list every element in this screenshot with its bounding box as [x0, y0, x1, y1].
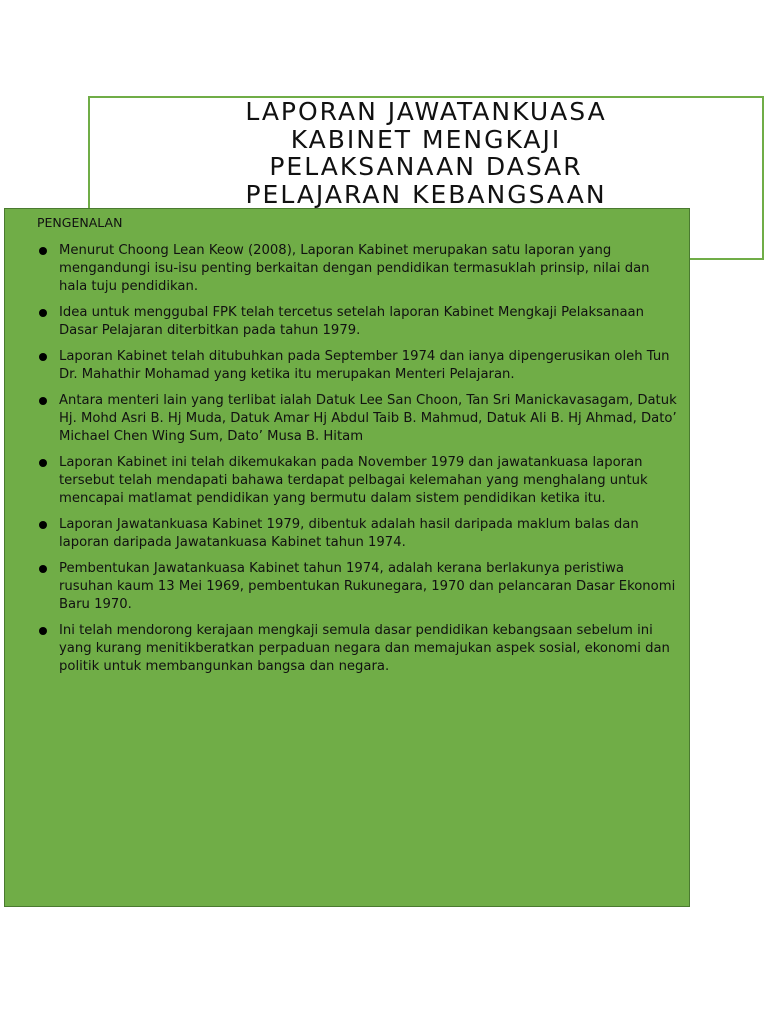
bullet-text: Laporan Kabinet ini telah dikemukakan pada November 1979 dan jawatankuasa laporan tersebut telah mendapati bahawa terdapat pelbagai kelemahan yang menghalang untuk mencapai matlamat pendidikan yang bermutu dalam sistem pendidikan ketika itu.: [59, 455, 648, 506]
bullet-item: [59, 560, 681, 614]
bullet-text: Menurut Choong Lean Keow (2008), Laporan Kabinet merupakan satu laporan yang mengandungi isu-isu penting berkaitan dengan pendidikan termasuklah prinsip, nilai dan hala tuju pendidikan.: [59, 243, 650, 294]
bullet-item: [59, 454, 681, 508]
bullet-dot-icon: [39, 627, 47, 635]
bullet-dot-icon: [39, 353, 47, 361]
bullet-text: Antara menteri lain yang terlibat ialah Datuk Lee San Choon, Tan Sri Manickavasagam, Datuk Hj. Mohd Asri B. Hj Muda, Datuk Amar Hj Abdul Taib B. Mahmud, Datuk Ali B. Hj Ahmad, Dato’ Michael Chen Wing Sum, Dato’ Musa B. Hitam: [59, 393, 677, 444]
bullet-item: [59, 348, 681, 384]
bullet-dot-icon: [39, 247, 47, 255]
bullet-text: Pembentukan Jawatankuasa Kabinet tahun 1974, adalah kerana berlakunya peristiwa rusuhan kaum 13 Mei 1969, pembentukan Rukunegara, 1970 dan pelancaran Dasar Ekonomi Baru 1970.: [59, 561, 676, 612]
bullet-dot-icon: [39, 309, 47, 317]
bullet-dot-icon: [39, 459, 47, 467]
bullet-dot-icon: [39, 397, 47, 405]
bullet-item: [59, 516, 681, 552]
bullet-text: Ini telah mendorong kerajaan mengkaji semula dasar pendidikan kebangsaan sebelum ini yang kurang menitikberatkan perpaduan negara dan memajukan aspek sosial, ekonomi dan politik untuk membangunkan bangsa dan negara.: [59, 623, 670, 674]
content-panel: [4, 208, 690, 907]
bullet-dot-icon: [39, 565, 47, 573]
section-heading: PENGENALAN: [37, 215, 123, 230]
bullet-text: Laporan Jawatankuasa Kabinet 1979, dibentuk adalah hasil daripada maklum balas dan laporan daripada Jawatankuasa Kabinet tahun 1974.: [59, 517, 639, 550]
bullet-item: [59, 392, 681, 446]
bullet-item: [59, 622, 681, 676]
slide-title: LAPORAN JAWATANKUASA KABINET MENGKAJI PELAKSANAAN DASAR PELAJARAN KEBANGSAAN: [245, 97, 607, 209]
bullet-item: [59, 242, 681, 296]
bullet-text: Idea untuk menggubal FPK telah tercetus setelah laporan Kabinet Mengkaji Pelaksanaan Dasar Pelajaran diterbitkan pada tahun 1979.: [59, 305, 644, 338]
bullet-list: [59, 242, 681, 684]
bullet-text: Laporan Kabinet telah ditubuhkan pada September 1974 dan ianya dipengerusikan oleh Tun Dr. Mahathir Mohamad yang ketika itu merupakan Menteri Pelajaran.: [59, 349, 670, 382]
bullet-item: [59, 304, 681, 340]
bullet-dot-icon: [39, 521, 47, 529]
